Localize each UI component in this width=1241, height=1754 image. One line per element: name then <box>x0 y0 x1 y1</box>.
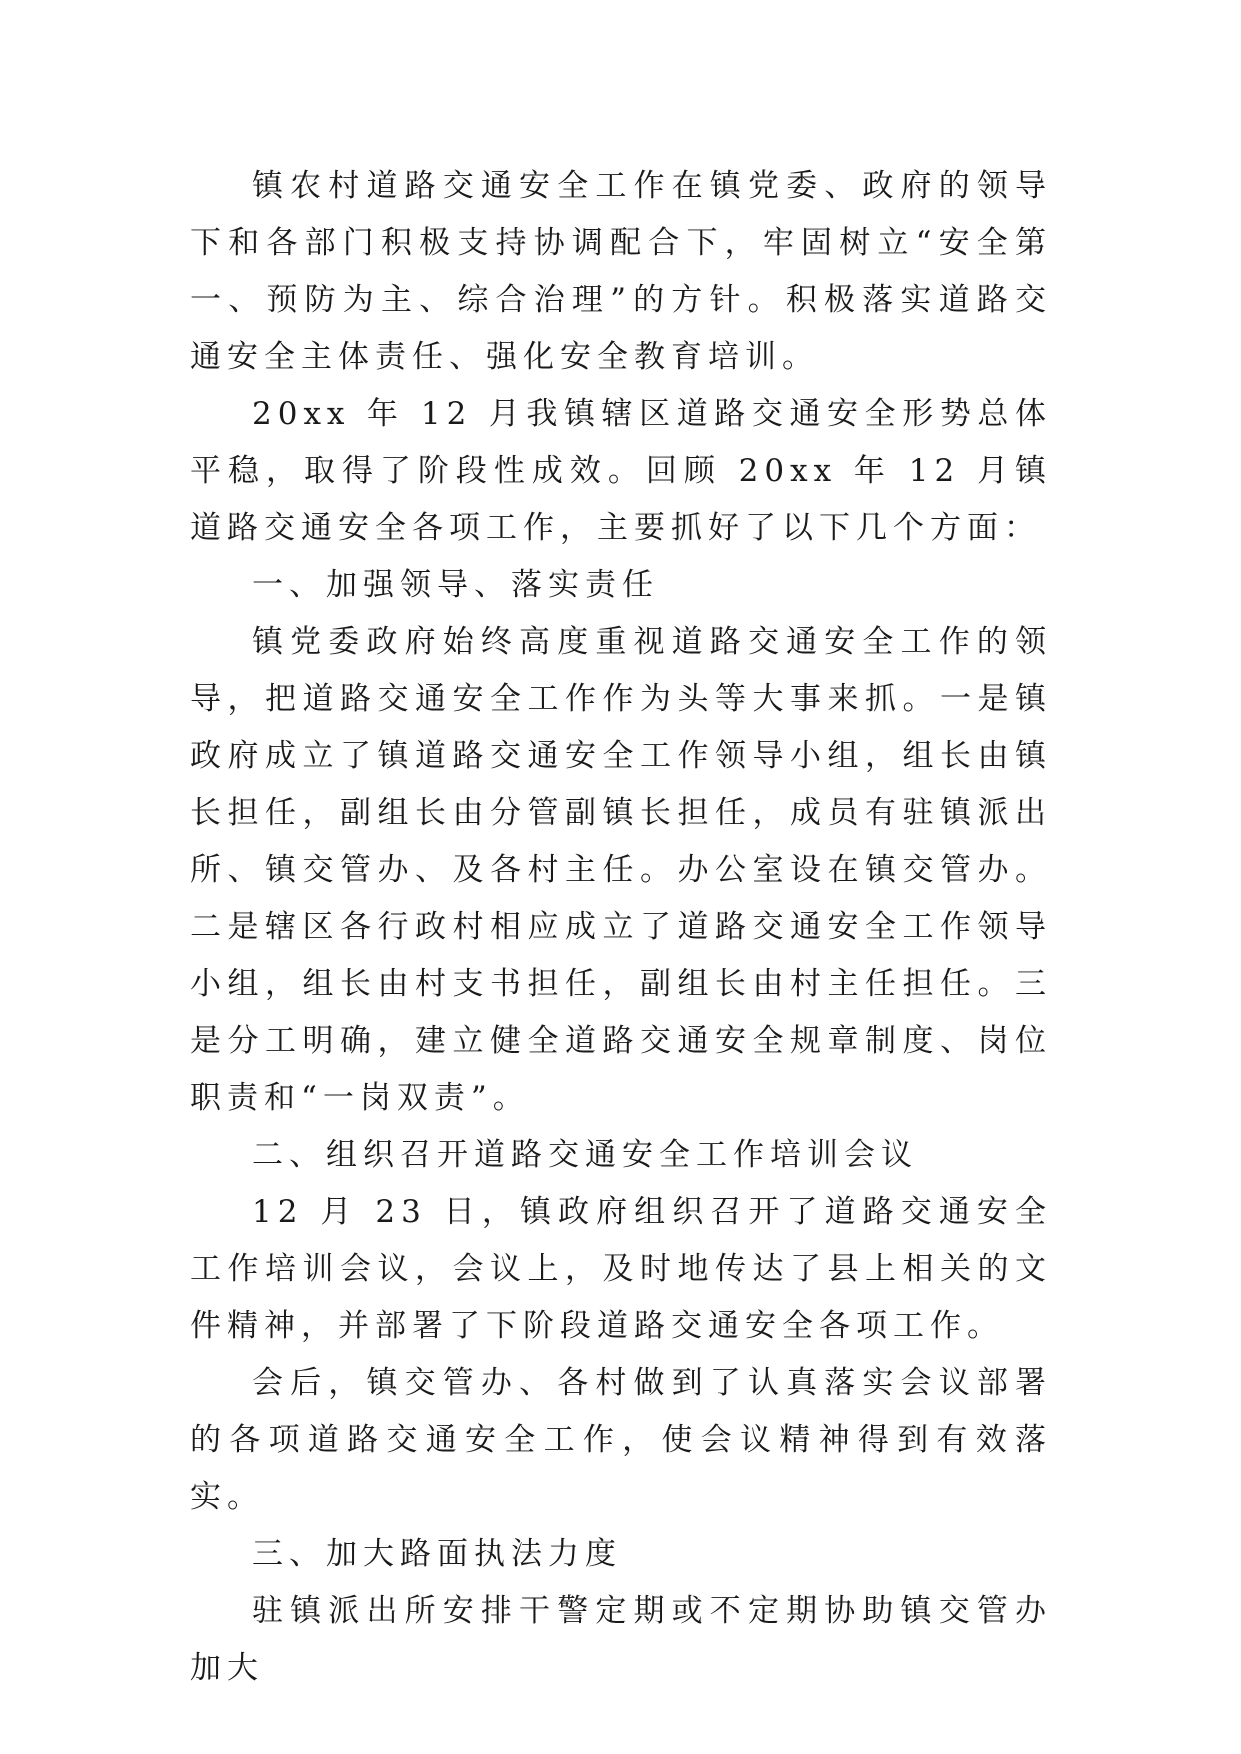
section-heading-2: 二、组织召开道路交通安全工作培训会议 <box>252 1137 918 1173</box>
section-heading-1: 一、加强领导、落实责任 <box>252 567 659 603</box>
paragraph-intro: 镇农村道路交通安全工作在镇党委、政府的领导下和各部门积极支持协调配合下，牢固树立“安全第一、预防为主、综合治理”的方针。积极落实道路交通安全主体责任、强化安全教育培训。 <box>190 168 1052 375</box>
paragraph-overview: 20xx 年 12 月我镇辖区道路交通安全形势总体平稳，取得了阶段性成效。回顾 20xx 年 12 月镇道路交通安全各项工作，主要抓好了以下几个方面： <box>190 396 1052 546</box>
document-body <box>190 158 1052 1697</box>
section-heading-3: 三、加大路面执法力度 <box>252 1536 622 1572</box>
paragraph-enforcement: 驻镇派出所安排干警定期或不定期协助镇交管办加大 <box>190 1593 1052 1686</box>
paragraph-meeting: 12 月 23 日，镇政府组织召开了道路交通安全工作培训会议，会议上，及时地传达了县上相关的文件精神，并部署了下阶段道路交通安全各项工作。 <box>190 1194 1052 1344</box>
paragraph-leadership: 镇党委政府始终高度重视道路交通安全工作的领导，把道路交通安全工作作为头等大事来抓。一是镇政府成立了镇道路交通安全工作领导小组，组长由镇长担任，副组长由分管副镇长担任，成员有驻镇派出所、镇交管办、及各村主任。办公室设在镇交管办。二是辖区各行政村相应成立了道路交通安全工作领导小组，组长由村支书担任，副组长由村主任担任。三是分工明确，建立健全道路交通安全规章制度、岗位职责和“一岗双责”。 <box>190 624 1052 1116</box>
paragraph-followup: 会后，镇交管办、各村做到了认真落实会议部署的各项道路交通安全工作，使会议精神得到有效落实。 <box>190 1365 1052 1515</box>
